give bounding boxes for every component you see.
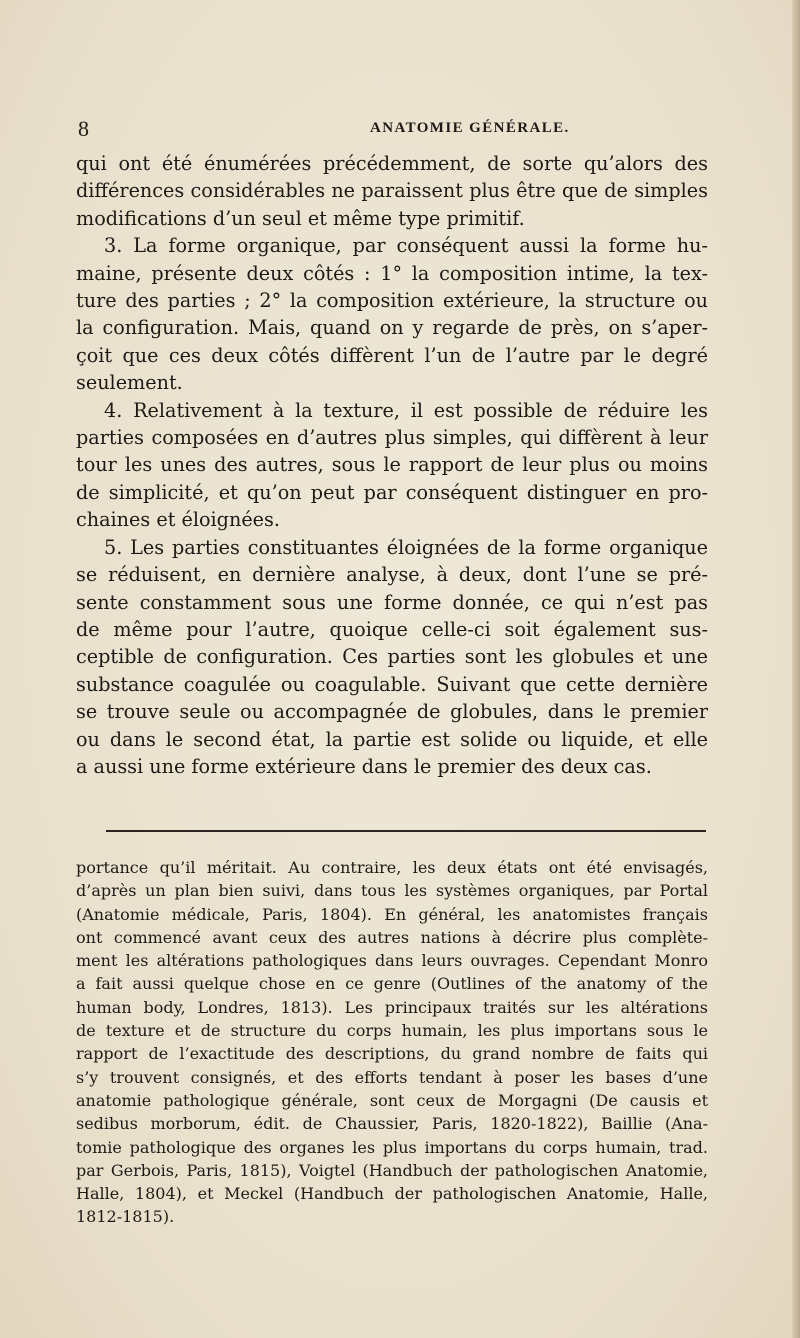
text-line: ou dans le second état, la partie est solide ou liquide, et elle: [76, 727, 708, 751]
footnote-text: [76, 856, 708, 1229]
note-line: 1812-1815).: [76, 1207, 175, 1227]
paragraph-3-start: 3. La forme organique, par conséquent aussi la forme hu-: [104, 234, 708, 258]
note-line: d’après un plan bien suivi, dans tous les systèmes organiques, par Portal: [76, 881, 708, 901]
text-line: maine, présente deux côtés : 1° la composition intime, la tex-: [76, 261, 708, 285]
text-line: parties composées en d’autres plus simples, qui diffèrent à leur: [76, 426, 708, 450]
text-line: la configuration. Mais, quand on y regarde de près, on s’aper-: [76, 316, 708, 340]
note-line: Halle, 1804), et Meckel (Handbuch der pathologischen Anatomie, Halle,: [76, 1184, 708, 1204]
text-line: substance coagulée ou coagulable. Suivant que cette dernière: [76, 672, 708, 696]
text-line: se réduisent, en dernière analyse, à deux, dont l’une se pré-: [76, 563, 708, 587]
note-line: portance qu’il méritait. Au contraire, les deux états ont été envisagés,: [76, 858, 708, 877]
footnote-divider: [106, 830, 706, 832]
note-line: ment les altérations pathologiques dans leurs ouvrages. Cependant Monro: [76, 951, 708, 971]
text-line: a aussi une forme extérieure dans le premier des deux cas.: [76, 754, 652, 778]
paragraph-4-start: 4. Relativement à la texture, il est possible de réduire les: [104, 398, 708, 422]
note-line: par Gerbois, Paris, 1815), Voigtel (Handbuch der pathologischen Anatomie,: [76, 1160, 708, 1180]
text-line: de simplicité, et qu’on peut par conséquent distinguer en pro-: [76, 480, 708, 504]
note-line: (Anatomie médicale, Paris, 1804). En général, les anatomistes français: [76, 904, 708, 924]
text-line: modifications d’un seul et même type primitif.: [76, 206, 525, 230]
page-number: 8: [78, 116, 89, 141]
note-line: anatomie pathologique générale, sont ceux de Morgagni (De causis et: [76, 1090, 708, 1110]
text-line: ture des parties ; 2° la composition extérieure, la structure ou: [76, 289, 708, 313]
note-line: rapport de l’exactitude des descriptions, du grand nombre de faits qui: [76, 1044, 708, 1064]
text-line: tour les unes des autres, sous le rapport de leur plus ou moins: [76, 453, 708, 477]
text-line: de même pour l’autre, quoique celle-ci soit également sus-: [76, 617, 708, 641]
page-edge: [792, 0, 800, 1338]
text-line: différences considérables ne paraissent plus être que de simples: [76, 179, 708, 203]
note-line: s’y trouvent consignés, et des efforts tendant à poser les bases d’une: [76, 1067, 708, 1087]
paragraph-5-start: 5. Les parties constituantes éloignées de la forme organique: [104, 535, 708, 559]
running-title: ANATOMIE GÉNÉRALE.: [370, 120, 570, 136]
note-line: ont commencé avant ceux des autres nations à décrire plus complète-: [76, 927, 708, 947]
text-line: sente constamment sous une forme donnée, ce qui n’est pas: [76, 590, 708, 614]
text-line: se trouve seule ou accompagnée de globules, dans le premier: [76, 700, 708, 724]
note-line: tomie pathologique des organes les plus importans du corps humain, trad.: [76, 1137, 708, 1157]
note-line: a fait aussi quelque chose en ce genre (Outlines of the anatomy of the: [76, 974, 708, 994]
note-line: human body, Londres, 1813). Les principaux traités sur les altérations: [76, 997, 708, 1017]
text-line: qui ont été énumérées précédemment, de sorte qu’alors des: [76, 152, 708, 175]
text-line: çoit que ces deux côtés diffèrent l’un de l’autre par le degré: [76, 343, 708, 367]
page-header: [78, 116, 708, 146]
note-line: de texture et de structure du corps humain, les plus importans sous le: [76, 1021, 708, 1041]
main-text: [76, 150, 708, 780]
text-line: ceptible de configuration. Ces parties sont les globules et une: [76, 645, 708, 669]
text-line: chaines et éloignées.: [76, 508, 280, 532]
text-line: seulement.: [76, 371, 183, 395]
note-line: sedibus morborum, édit. de Chaussier, Paris, 1820-1822), Baillie (Ana-: [76, 1114, 708, 1134]
